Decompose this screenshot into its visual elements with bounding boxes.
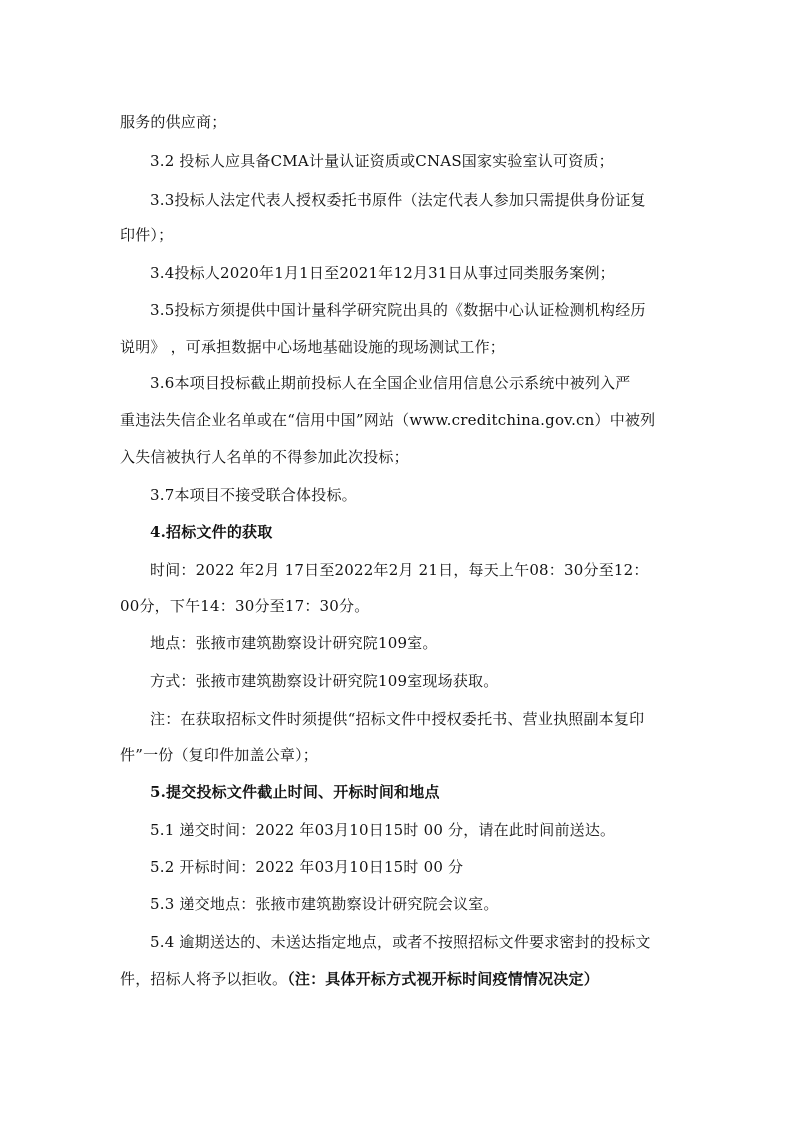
text-line: 3.5投标方须提供中国计量科学研究院出具的《数据中心认证检测机构经历 <box>150 301 646 319</box>
text-line: 3.3投标人法定代表人授权委托书原件（法定代表人参加只需提供身份证复 <box>150 191 646 209</box>
text-line: 说明》 ，可承担数据中心场地基础设施的现场测试工作； <box>120 338 505 356</box>
text-span: 件，招标人将予以拒收。 <box>120 970 288 988</box>
text-line: 5.2 开标时间：2022 年03月10日15时 00 分 <box>150 858 464 876</box>
section-heading: 4.招标文件的获取 <box>150 523 273 541</box>
text-line: 00分，下午14：30分至17：30分。 <box>120 597 370 615</box>
text-line: 印件）； <box>120 226 174 244</box>
text-line: 3.6本项目投标截止期前投标人在全国企业信用信息公示系统中被列入严 <box>150 374 631 392</box>
text-line: 注：在获取招标文件时须提供“招标文件中授权委托书、营业执照副本复印 <box>150 710 645 728</box>
text-line: 3.4投标人2020年1月1日至2021年12月31日从事过同类服务案例； <box>150 264 615 282</box>
text-line: 地点：张掖市建筑勘察设计研究院109室。 <box>150 634 438 652</box>
text-line: 重违法失信企业名单或在“信用中国”网站（www.creditchina.gov.cn）中被列 <box>120 411 656 429</box>
text-line: 3.2 投标人应具备CMA计量认证资质或CNAS国家实验室认可资质； <box>150 152 614 170</box>
text-line: 5.1 递交时间：2022 年03月10日15时 00 分，请在此时间前送达。 <box>150 821 616 839</box>
text-line: 入失信被执行人名单的不得参加此次投标； <box>120 448 409 466</box>
text-line: 服务的供应商； <box>120 113 227 131</box>
bold-note: （注：具体开标方式视开标时间疫情情况决定） <box>287 970 599 988</box>
text-line: 件”一份（复印件加盖公章）； <box>120 746 318 764</box>
text-line: 3.7本项目不接受联合体投标。 <box>150 486 357 504</box>
text-line: 方式：张掖市建筑勘察设计研究院109室现场获取。 <box>150 672 499 690</box>
section-heading: 5.提交投标文件截止时间、开标时间和地点 <box>150 783 440 801</box>
text-line <box>120 969 680 989</box>
text-line: 5.4 逾期送达的、未送达指定地点，或者不按照招标文件要求密封的投标文 <box>150 933 651 951</box>
text-line: 时间：2022 年2月 17日至2022年2月 21日，每天上午08：30分至12： <box>150 561 649 579</box>
text-line: 5.3 递交地点：张掖市建筑勘察设计研究院会议室。 <box>150 895 499 913</box>
